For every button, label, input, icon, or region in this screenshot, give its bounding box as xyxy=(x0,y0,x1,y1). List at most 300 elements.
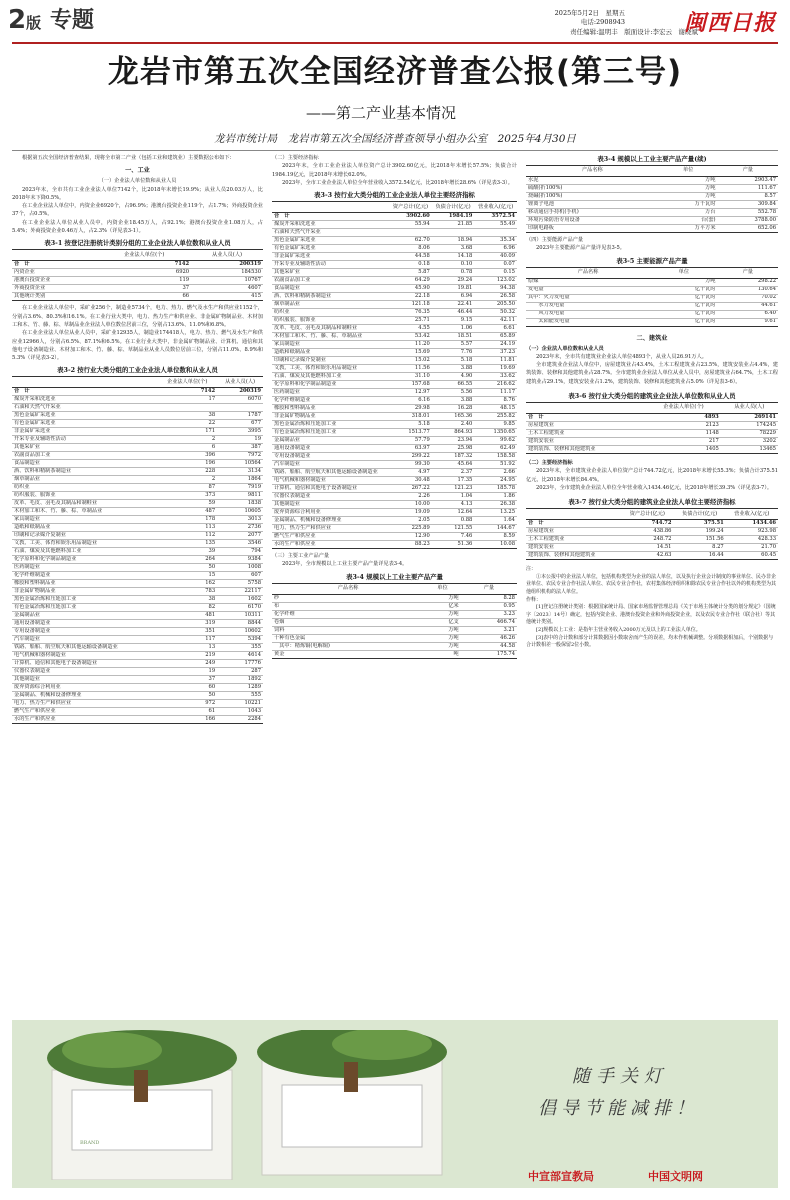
table-cell: 22.18 xyxy=(389,293,432,301)
table-cell: 卷烟 xyxy=(272,618,424,626)
table-cell: 酒、饮料和精制茶制造业 xyxy=(12,468,157,476)
table-row xyxy=(272,525,517,533)
table-cell: 269141 xyxy=(721,414,778,422)
table-row xyxy=(12,580,263,588)
table-cell: 化学纤维制造业 xyxy=(272,397,389,405)
table-row xyxy=(272,594,517,602)
table-row xyxy=(12,596,263,604)
table-cell: 53.42 xyxy=(389,333,432,341)
table-cell: 房屋建筑业 xyxy=(526,528,621,536)
table-row xyxy=(272,285,517,293)
table-cell: 199.24 xyxy=(673,528,725,536)
table-row xyxy=(272,245,517,253)
table-cell: 18.51 xyxy=(432,333,475,341)
subheading-construction-units: （一）企业法人单位数和从业人员 xyxy=(526,345,604,352)
table-cell: 印制电路板 xyxy=(526,225,659,233)
table-cell: 428.33 xyxy=(726,536,778,544)
table-cell: 16.28 xyxy=(432,405,475,413)
table-cell: 228 xyxy=(157,468,217,476)
table-cell: 合 计 xyxy=(526,414,646,422)
table-cell: 4.55 xyxy=(389,325,432,333)
table-3-4-cont xyxy=(526,165,778,233)
table-cell: 1434.46 xyxy=(726,520,778,528)
table-row xyxy=(272,413,517,421)
table-cell: 12.64 xyxy=(432,509,475,517)
table-row xyxy=(272,541,517,549)
table-cell: 1892 xyxy=(217,676,263,684)
table-cell: 38 xyxy=(157,412,217,420)
table-row xyxy=(12,540,263,548)
table-row xyxy=(526,209,778,217)
table-3-6-title: 表3-6 按行业大类分组的建筑业企业法人单位数和从业人员 xyxy=(568,392,736,401)
table-row xyxy=(12,700,263,708)
table-cell: 1008 xyxy=(217,564,263,572)
table-cell: 木材加工和木、竹、藤、棕、草制品业 xyxy=(272,333,389,341)
table-row xyxy=(12,708,263,716)
table-row xyxy=(526,177,778,185)
table-row xyxy=(526,217,778,225)
table-cell: 煤炭开采和洗选业 xyxy=(272,221,389,229)
table-row xyxy=(272,429,517,437)
table-header-cell: 单位 xyxy=(659,166,718,177)
table-row xyxy=(12,628,263,636)
table-cell: 7142 xyxy=(157,388,217,396)
table-cell: 废弃资源综合利用业 xyxy=(12,684,157,692)
table-cell: 62.49 xyxy=(474,445,517,453)
headline-subtitle: ——第二产业基本情况 xyxy=(306,104,457,122)
table-cell: 万台 xyxy=(659,209,718,217)
paragraph-5: 在工业企业法人单位从业人员中，采矿业12935人，制造业174418人，电力、热力、燃气及水生产和供应业12966人，分别占6.5%、87.1%和6.5%。在工业行业大类中，非金属矿物制品业、计算机、通信和其他电子设备制造业、木材加工和木、竹、藤、棕、草制品业从业人员数位居前三位，分别占11.0%、8.9%和5.3%（详见表3-2）。 xyxy=(12,330,263,362)
table-cell: 60 xyxy=(157,684,217,692)
table-3-4-cont-title: 表3-4 规模以上工业主要产品产量(续) xyxy=(597,155,707,163)
paragraph-12: 2023年末，全市建筑业企业法人单位资产总计744.72亿元，比2018年末增长55.3%；负债合计375.51亿元，比2018年末增长84.4%。 xyxy=(526,468,778,483)
table-3-7 xyxy=(526,508,778,560)
table-row xyxy=(272,277,517,285)
table-row xyxy=(526,430,778,438)
table-cell: 144.67 xyxy=(474,525,517,533)
table-row xyxy=(272,405,517,413)
table-cell: 1.04 xyxy=(432,493,475,501)
table-cell: 台(套) xyxy=(659,217,718,225)
byline: 龙岩市统计局 龙岩市第五次全国经济普查领导小组办公室 2025年4月30日 xyxy=(214,133,576,145)
column-1 xyxy=(12,154,263,724)
table-3-5-title: 表3-5 主要能源产品产量 xyxy=(616,256,688,265)
page-number: 2版 xyxy=(8,5,42,35)
table-cell: 合 计 xyxy=(526,520,621,528)
table-header-cell: 产量 xyxy=(718,267,778,278)
table-cell: 其他统计类别 xyxy=(12,293,97,301)
table-cell: 157.68 xyxy=(389,381,432,389)
table-cell xyxy=(474,229,517,237)
table-cell: 石油、煤炭及其他燃料加工业 xyxy=(272,373,389,381)
table-cell: 309.84 xyxy=(718,201,778,209)
table-header-row xyxy=(526,166,778,177)
table-cell: 化学原料和化学制品制造业 xyxy=(272,381,389,389)
table-row xyxy=(272,610,517,618)
table-cell: 烟草制品业 xyxy=(272,301,389,309)
table-cell: 万吨 xyxy=(424,634,461,642)
table-cell: 铁路、船舶、航空航天和其他运输设备制造业 xyxy=(12,644,157,652)
table-cell: 3.68 xyxy=(432,245,475,253)
table-cell: 0.07 xyxy=(474,261,517,269)
table-row xyxy=(12,476,263,484)
table-row xyxy=(12,524,263,532)
table-cell: 金属制品业 xyxy=(272,437,389,445)
table-row xyxy=(12,668,263,676)
footnote: [2]规模以上工业：是指年主营业务收入2000万元及以上的工业法人单位。 xyxy=(536,627,701,634)
table-cell: 4607 xyxy=(191,285,263,293)
masthead-phone: 电话:2908943 xyxy=(580,18,625,26)
table-cell: 24.95 xyxy=(474,477,517,485)
table-cell: 亿千瓦时 xyxy=(650,302,718,310)
table-3-6 xyxy=(526,402,778,454)
table-cell: 55.49 xyxy=(474,221,517,229)
table-cell: 94.38 xyxy=(474,285,517,293)
table-cell: 开采专业及辅助性活动 xyxy=(12,436,157,444)
table-cell: 石油和天然气开采业 xyxy=(12,404,157,412)
footnotes xyxy=(526,566,778,650)
footnote: [1]登记注册统计类别：根据国家统计局、国家市场监督管理总局《关于市场主体统计分类的划分规定》（国统字〔2023〕14号）确定，包括内资企业、港澳台投资企业和外商投资企业，以及农民专业合作社（联合社）等其他统计类别。 xyxy=(526,604,776,626)
table-cell: 22 xyxy=(157,420,217,428)
table-cell: 其他采矿业 xyxy=(272,269,389,277)
table-header-cell xyxy=(526,403,646,414)
table-cell: 44.58 xyxy=(461,642,517,650)
table-cell: 2284 xyxy=(217,716,263,724)
table-row xyxy=(12,428,263,436)
table-row xyxy=(526,302,778,310)
table-cell: 布 xyxy=(272,602,424,610)
table-cell: 373 xyxy=(157,492,217,500)
table-cell: 225.89 xyxy=(389,525,432,533)
table-row xyxy=(526,201,778,209)
table-cell: 6.40 xyxy=(718,310,778,318)
table-row xyxy=(12,692,263,700)
table-cell: 11.20 xyxy=(389,341,432,349)
table-row xyxy=(526,294,778,302)
table-cell: 66.55 xyxy=(432,381,475,389)
table-cell: 42.11 xyxy=(474,317,517,325)
table-cell: 汽车制造业 xyxy=(272,461,389,469)
table-cell: 水力发电量 xyxy=(526,302,650,310)
table-row xyxy=(272,445,517,453)
table-cell: 纱 xyxy=(272,594,424,602)
table-cell: 249 xyxy=(157,660,217,668)
table-row xyxy=(272,650,517,658)
table-row xyxy=(272,221,517,229)
public-service-ad xyxy=(12,1020,778,1188)
table-cell: 14.18 xyxy=(432,253,475,261)
masthead-editors: 责任编辑:温明丰 版面设计:李宏云 谢晓斌 xyxy=(570,28,698,36)
masthead-rule xyxy=(12,42,778,44)
table-cell: 864.93 xyxy=(432,429,475,437)
table-cell: 有色金属冶炼和压延加工业 xyxy=(12,604,157,612)
table-cell: 37 xyxy=(157,676,217,684)
table-cell xyxy=(432,229,475,237)
table-cell: 万吨 xyxy=(659,185,718,193)
table-cell: 7919 xyxy=(217,484,263,492)
tree-canopy-left-2 xyxy=(62,1032,162,1068)
table-cell: 299.22 xyxy=(389,453,432,461)
table-row xyxy=(12,285,263,293)
table-cell: 51.92 xyxy=(474,461,517,469)
table-row xyxy=(272,634,517,642)
table-cell: 万吨 xyxy=(424,610,461,618)
paper-logo: 闽西日报 xyxy=(683,10,776,36)
table-cell: 纺织业 xyxy=(272,309,389,317)
table-cell: 5394 xyxy=(217,636,263,644)
table-cell: 19 xyxy=(217,436,263,444)
table-cell: 7.76 xyxy=(432,349,475,357)
table-cell: 37 xyxy=(97,285,191,293)
table-row xyxy=(272,493,517,501)
table-cell: 8.59 xyxy=(474,533,517,541)
table-row xyxy=(12,500,263,508)
table-header-row xyxy=(526,509,778,520)
table-cell: 橡胶和塑料制品业 xyxy=(12,580,157,588)
table-cell: 3.88 xyxy=(432,365,475,373)
table-cell: 40.09 xyxy=(474,253,517,261)
table-cell: 亿千瓦时 xyxy=(650,310,718,318)
table-row xyxy=(272,477,517,485)
table-row xyxy=(12,484,263,492)
table-cell: 环境污染防治专用设备 xyxy=(526,217,659,225)
table-row xyxy=(12,516,263,524)
table-cell: 46.26 xyxy=(461,634,517,642)
table-cell: 锂离子电池 xyxy=(526,201,659,209)
table-row xyxy=(272,461,517,469)
table-row xyxy=(272,253,517,261)
subheading-units: （一）企业法人单位数和从业人员 xyxy=(98,178,177,185)
table-cell: 电气机械和器材制造业 xyxy=(272,477,389,485)
table-cell: 171 xyxy=(157,428,217,436)
table-row xyxy=(272,626,517,634)
table-cell: 112 xyxy=(157,532,217,540)
table-cell: 橡胶和塑料制品业 xyxy=(272,405,389,413)
table-cell: 其他采矿业 xyxy=(12,444,157,452)
paragraph-7: 2023年，全市工业企业法人单位全年营业收入3572.54亿元，比2018年增长28.6%（详见表3-3）。 xyxy=(282,179,513,186)
table-header-cell: 从业人员(人) xyxy=(217,377,263,388)
table-row xyxy=(12,468,263,476)
table-cell: 923.98 xyxy=(726,528,778,536)
table-cell: 燃气生产和供应业 xyxy=(12,708,157,716)
table-cell: 3995 xyxy=(217,428,263,436)
table-header-cell: 负债合计(亿元) xyxy=(673,509,725,520)
table-cell: 555 xyxy=(217,692,263,700)
table-cell: 19.09 xyxy=(389,509,432,517)
table-cell: 专用设备制造业 xyxy=(272,453,389,461)
table-cell: 开采专业及辅助性活动 xyxy=(272,261,389,269)
table-cell: 4.90 xyxy=(432,373,475,381)
table-cell: 82 xyxy=(157,604,217,612)
table-row xyxy=(12,293,263,301)
table-cell: 783 xyxy=(157,588,217,596)
table-row xyxy=(272,509,517,517)
table-cell: 6.16 xyxy=(389,397,432,405)
table-cell: 万吨 xyxy=(659,193,718,201)
table-cell: 3134 xyxy=(217,468,263,476)
table-header-cell: 产量 xyxy=(461,583,517,594)
table-cell: 通用设备制造业 xyxy=(12,620,157,628)
table-3-1 xyxy=(12,249,263,301)
table-cell: 9811 xyxy=(217,492,263,500)
table-row xyxy=(12,588,263,596)
table-cell: 2.05 xyxy=(389,517,432,525)
table-cell: 化学原料和化学制品制造业 xyxy=(12,556,157,564)
table-cell: 1.86 xyxy=(474,493,517,501)
table-cell: 亿支 xyxy=(424,618,461,626)
table-header-cell: 营业收入(亿元) xyxy=(474,202,517,213)
table-cell: 5758 xyxy=(217,580,263,588)
table-cell: 2.66 xyxy=(474,469,517,477)
table-header-cell: 资产总计(亿元) xyxy=(389,202,432,213)
table-cell: 万吨 xyxy=(424,594,461,602)
table-cell: 187.32 xyxy=(432,453,475,461)
table-cell: 17 xyxy=(157,396,217,404)
table-cell: 35.34 xyxy=(474,237,517,245)
table-cell: 8.76 xyxy=(474,397,517,405)
column-2 xyxy=(272,154,517,659)
table-cell: 建筑装饰、装修和其他建筑业 xyxy=(526,552,621,560)
table-cell: 黑色金属冶炼和压延加工业 xyxy=(272,421,389,429)
table-cell: 287 xyxy=(217,668,263,676)
table-cell: 3.23 xyxy=(461,610,517,618)
footnote: 注： xyxy=(526,566,537,573)
table-cell: 十种有色金属 xyxy=(272,634,424,642)
table-cell: 111.67 xyxy=(718,185,778,193)
table-cell: 6.61 xyxy=(474,325,517,333)
table-cell: 10311 xyxy=(217,612,263,620)
table-cell: 3.21 xyxy=(461,626,517,634)
table-cell: 1602 xyxy=(217,596,263,604)
table-row xyxy=(12,660,263,668)
table-cell: 万吨 xyxy=(659,177,718,185)
table-cell: 88.23 xyxy=(389,541,432,549)
table-cell: 6.94 xyxy=(432,293,475,301)
table-cell: 78229 xyxy=(721,430,778,438)
table-cell: 19.69 xyxy=(474,365,517,373)
table-cell: 45.90 xyxy=(389,285,432,293)
table-cell: 计算机、通信和其他电子设备制造业 xyxy=(12,660,157,668)
masthead-date: 2025年5月2日 星期五 xyxy=(554,9,625,17)
table-cell: 万吨 xyxy=(424,642,461,650)
table-cell: 375.51 xyxy=(673,520,725,528)
table-cell: 农副食品加工业 xyxy=(12,452,157,460)
table-cell: 废弃资源综合利用业 xyxy=(272,509,389,517)
table-row xyxy=(12,564,263,572)
table-cell: 文教、工美、体育和娱乐用品制造业 xyxy=(12,540,157,548)
table-cell: 19 xyxy=(157,668,217,676)
table-cell: 794 xyxy=(217,548,263,556)
table-cell: 化学纤维 xyxy=(272,610,424,618)
table-row xyxy=(12,452,263,460)
table-row xyxy=(12,492,263,500)
paragraph-4: 在工业企业法人单位中，采矿业256个，制造业5734个，电力、热力、燃气及水生产和供应业1152个，分别占3.6%、80.3%和16.1%。在工业行业大类中，电力、热力生产和供应业、非金属矿物制品业、木材加工和木、竹、藤、棕、草制品业企业法人单位数位居前三位，分别占13.6%、11.0%和6.8%。 xyxy=(12,305,263,328)
table-row xyxy=(272,213,517,221)
table-cell: 44.61 xyxy=(718,302,778,310)
table-cell: 31.10 xyxy=(389,373,432,381)
table-cell: 174245 xyxy=(721,422,778,430)
table-row xyxy=(272,533,517,541)
table-header-cell: 营业收入(亿元) xyxy=(726,509,778,520)
table-cell: 6 xyxy=(157,444,217,452)
table-row xyxy=(526,552,778,560)
table-cell: 29.98 xyxy=(389,405,432,413)
subheading-products: （三）主要工业产品产量 xyxy=(272,553,330,560)
table-cell: 建筑安装业 xyxy=(526,544,621,552)
table-row xyxy=(272,269,517,277)
table-cell: 200319 xyxy=(217,388,263,396)
table-cell: 2123 xyxy=(646,422,721,430)
table-cell: 38 xyxy=(157,596,217,604)
table-cell: 建筑安装业 xyxy=(526,438,646,446)
table-cell: 6.96 xyxy=(474,245,517,253)
table-cell: 万千瓦时 xyxy=(659,201,718,209)
table-cell: 15 xyxy=(157,572,217,580)
table-cell: 皮革、毛皮、羽毛及其制品和制鞋业 xyxy=(12,500,157,508)
paragraph-11: 全市建筑业企业法人单位中，房屋建筑业占43.4%，土木工程建筑业占23.5%，建筑安装业占4.4%，建筑装饰、装修和其他建筑业占28.7%。全市建筑业企业法人单位从业人员中，房屋建筑业占64.7%，土木工程建筑业占29.1%，建筑安装业占1.2%，建筑装饰、装修和其他建筑业占5.0%（详见表3-6）。 xyxy=(526,362,778,385)
table-cell: 50 xyxy=(157,692,217,700)
table-cell: 合 计 xyxy=(12,261,97,269)
table-cell: 3202 xyxy=(721,438,778,446)
table-cell: 121.18 xyxy=(389,301,432,309)
table-cell: 17776 xyxy=(217,660,263,668)
table-cell: 5.18 xyxy=(389,421,432,429)
table-cell: 其中：火力发电量 xyxy=(526,294,650,302)
table-3-3-title: 表3-3 按行业大类分组的工业企业法人单位主要经济指标 xyxy=(314,191,475,200)
table-cell: 4.97 xyxy=(389,469,432,477)
table-header-row xyxy=(526,403,778,414)
table-cell: 11.56 xyxy=(389,365,432,373)
paragraph-13: 2023年，全市建筑业企业法人单位全年营业收入1434.46亿元，比2018年增长39.3%（详见表3-7）。 xyxy=(536,484,773,491)
table-3-5 xyxy=(526,267,778,327)
ad-brand-label: BRAND xyxy=(80,1140,100,1146)
table-cell: 亿千瓦时 xyxy=(650,318,718,326)
ad-slogan-2: 倡导节能减排！ xyxy=(538,1098,699,1119)
table-cell: 65.89 xyxy=(474,333,517,341)
table-cell xyxy=(389,229,432,237)
paragraph-8: 2023年，全市规模以上工业主要产品产量详见表3-4。 xyxy=(282,561,408,568)
table-cell: 石油和天然气开采业 xyxy=(272,229,389,237)
table-cell: 22117 xyxy=(217,588,263,596)
table-cell: 仪器仪表制造业 xyxy=(12,668,157,676)
table-header-cell: 企业法人单位(个) xyxy=(97,250,191,261)
table-cell: 亿千瓦时 xyxy=(650,286,718,294)
table-header-cell: 产品名称 xyxy=(526,166,659,177)
table-cell: 饲料 xyxy=(272,626,424,634)
table-cell: 151.56 xyxy=(673,536,725,544)
table-cell: 119 xyxy=(97,277,191,285)
table-cell: 0.18 xyxy=(389,261,432,269)
ad-footer-right: 中国文明网 xyxy=(648,1170,703,1183)
table-cell: 9.61 xyxy=(718,318,778,326)
table-cell: 3.88 xyxy=(432,397,475,405)
table-3-3 xyxy=(272,201,517,549)
table-cell: 黄金 xyxy=(272,650,424,658)
table-header-cell: 从业人员(人) xyxy=(191,250,263,261)
table-cell: 677 xyxy=(217,420,263,428)
table-cell: 25.98 xyxy=(432,445,475,453)
table-cell: 1513.77 xyxy=(389,429,432,437)
table-cell: 有色金属矿采选业 xyxy=(272,245,389,253)
table-row xyxy=(272,341,517,349)
table-header-cell: 产品名称 xyxy=(526,267,650,278)
table-row xyxy=(526,414,778,422)
table-cell: 267.22 xyxy=(389,485,432,493)
table-row xyxy=(272,229,517,237)
table-row xyxy=(12,436,263,444)
table-cell: 64.29 xyxy=(389,277,432,285)
table-cell: 烟草制品业 xyxy=(12,476,157,484)
